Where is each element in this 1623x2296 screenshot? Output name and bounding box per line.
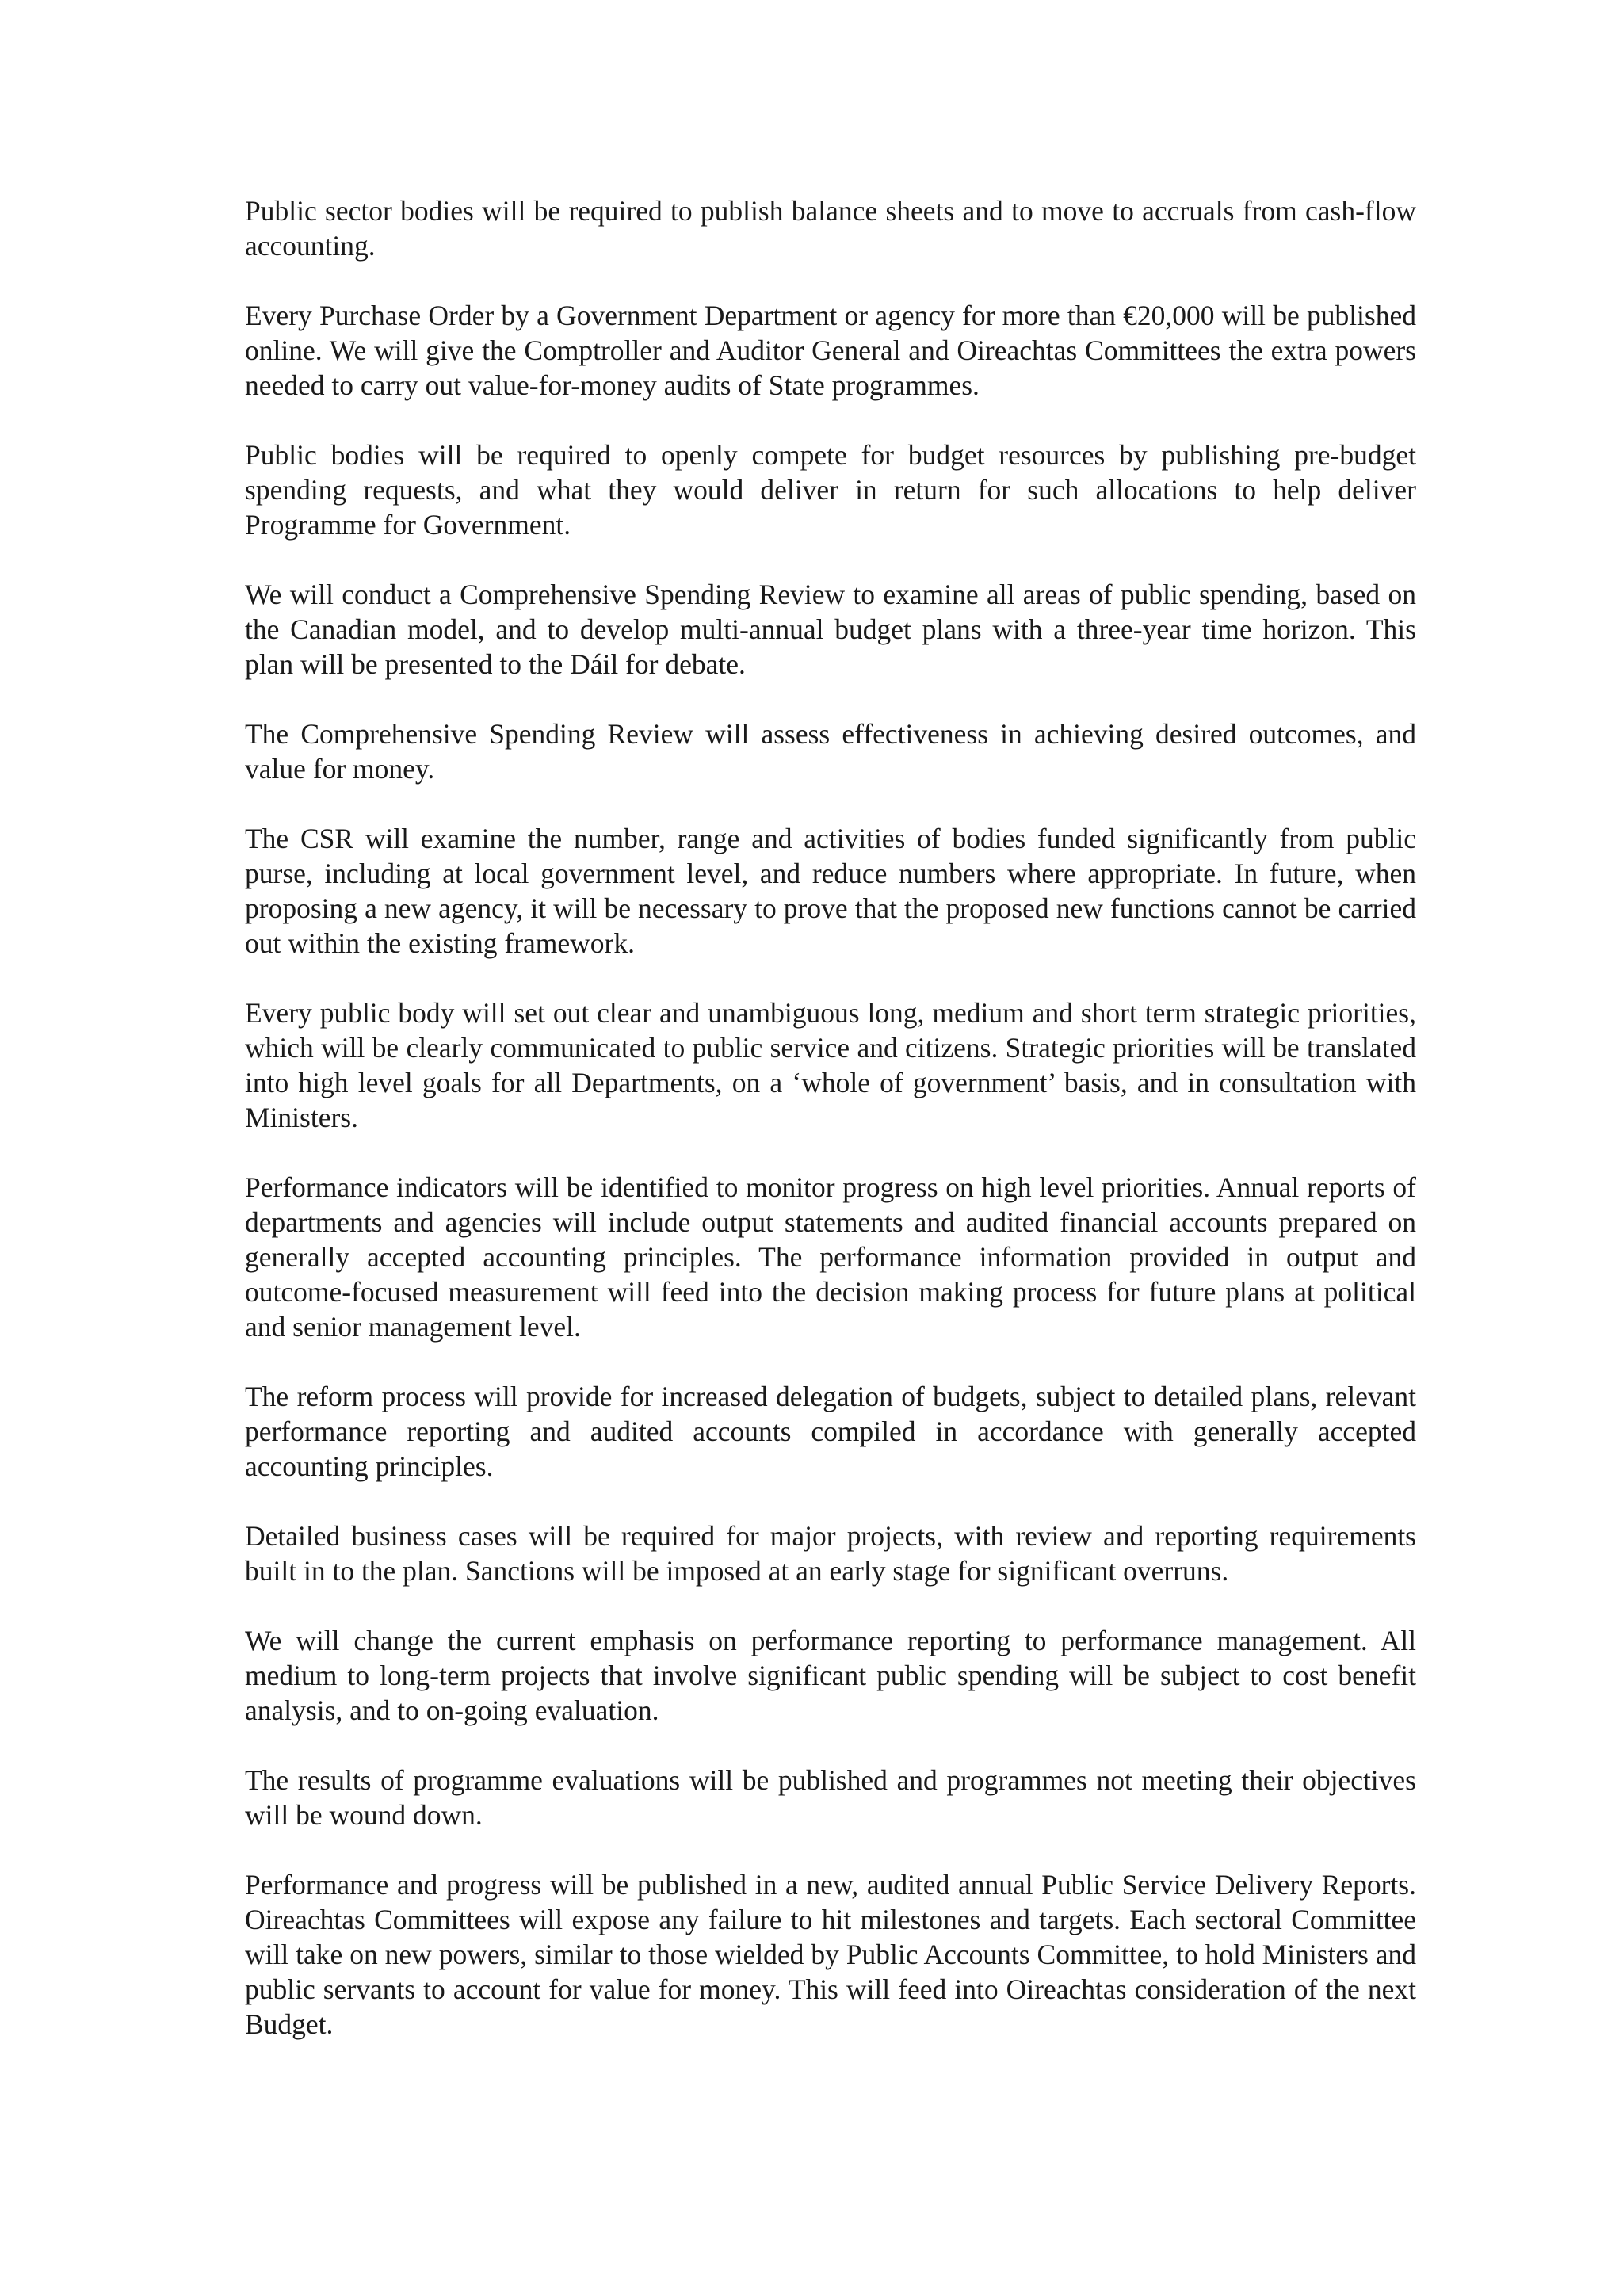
paragraph-strategic-priorities: Every public body will set out clear and unambiguous long, medium and short term strategic priorities, which will be clearly communicated to public service and citizens. Strategic priorities will be translated into high level goals for all Departments, on a ‘whole of government’ basis, and in consultation with Ministers.	[245, 997, 1416, 1133]
paragraph-review-effectiveness: The Comprehensive Spending Review will assess effectiveness in achieving desired outcomes, and value for money.	[245, 718, 1416, 785]
document-body	[245, 193, 1416, 2042]
paragraph-delivery-reports: Performance and progress will be published in a new, audited annual Public Service Delivery Reports. Oireachtas Committees will expose any failure to hit milestones and targets. Each sectoral Committee will take on new powers, similar to those wielded by Public Accounts Committee, to hold Ministers and public servants to account for value for money. This will feed into Oireachtas consideration of the next Budget.	[245, 1869, 1416, 2040]
paragraph-performance-management: We will change the current emphasis on performance reporting to performance management. All medium to long-term projects that involve significant public spending will be subject to cost benefit analysis, and to on-going evaluation.	[245, 1625, 1416, 1726]
paragraph-business-cases: Detailed business cases will be required for major projects, with review and reporting requirements built in to the plan. Sanctions will be imposed at an early stage for significant overruns.	[245, 1520, 1416, 1587]
paragraph-spending-review: We will conduct a Comprehensive Spending Review to examine all areas of public spending, based on the Canadian model, and to develop multi-annual budget plans with a three-year time horizon. This plan will be presented to the Dáil for debate.	[245, 579, 1416, 680]
paragraph-purchase-orders: Every Purchase Order by a Government Department or agency for more than €20,000 will be published online. We will give the Comptroller and Auditor General and Oireachtas Committees the extra powers needed to carry out value-for-money audits of State programmes.	[245, 300, 1416, 401]
paragraph-performance-indicators: Performance indicators will be identified to monitor progress on high level priorities. Annual reports of departments and agencies will include output statements and audited financial accounts prepared on generally accepted accounting principles. The performance information provided in output and outcome-focused measurement will feed into the decision making process for future plans at political and senior management level.	[245, 1171, 1416, 1343]
paragraph-accruals-accounting: Public sector bodies will be required to publish balance sheets and to move to accruals from cash-flow accounting.	[245, 195, 1416, 262]
paragraph-budget-competition: Public bodies will be required to openly compete for budget resources by publishing pre-budget spending requests, and what they would deliver in return for such allocations to help deliver Programme for Government.	[245, 439, 1416, 541]
paragraph-budget-delegation: The reform process will provide for increased delegation of budgets, subject to detailed plans, relevant performance reporting and audited accounts compiled in accordance with generally accepted accounting principles.	[245, 1381, 1416, 1482]
paragraph-programme-evaluations: The results of programme evaluations will be published and programmes not meeting their objectives will be wound down.	[245, 1764, 1416, 1831]
paragraph-csr-bodies: The CSR will examine the number, range and activities of bodies funded significantly from public purse, including at local government level, and reduce numbers where appropriate. In future, when proposing a new agency, it will be necessary to prove that the proposed new functions cannot be carried out within the existing framework.	[245, 823, 1416, 959]
